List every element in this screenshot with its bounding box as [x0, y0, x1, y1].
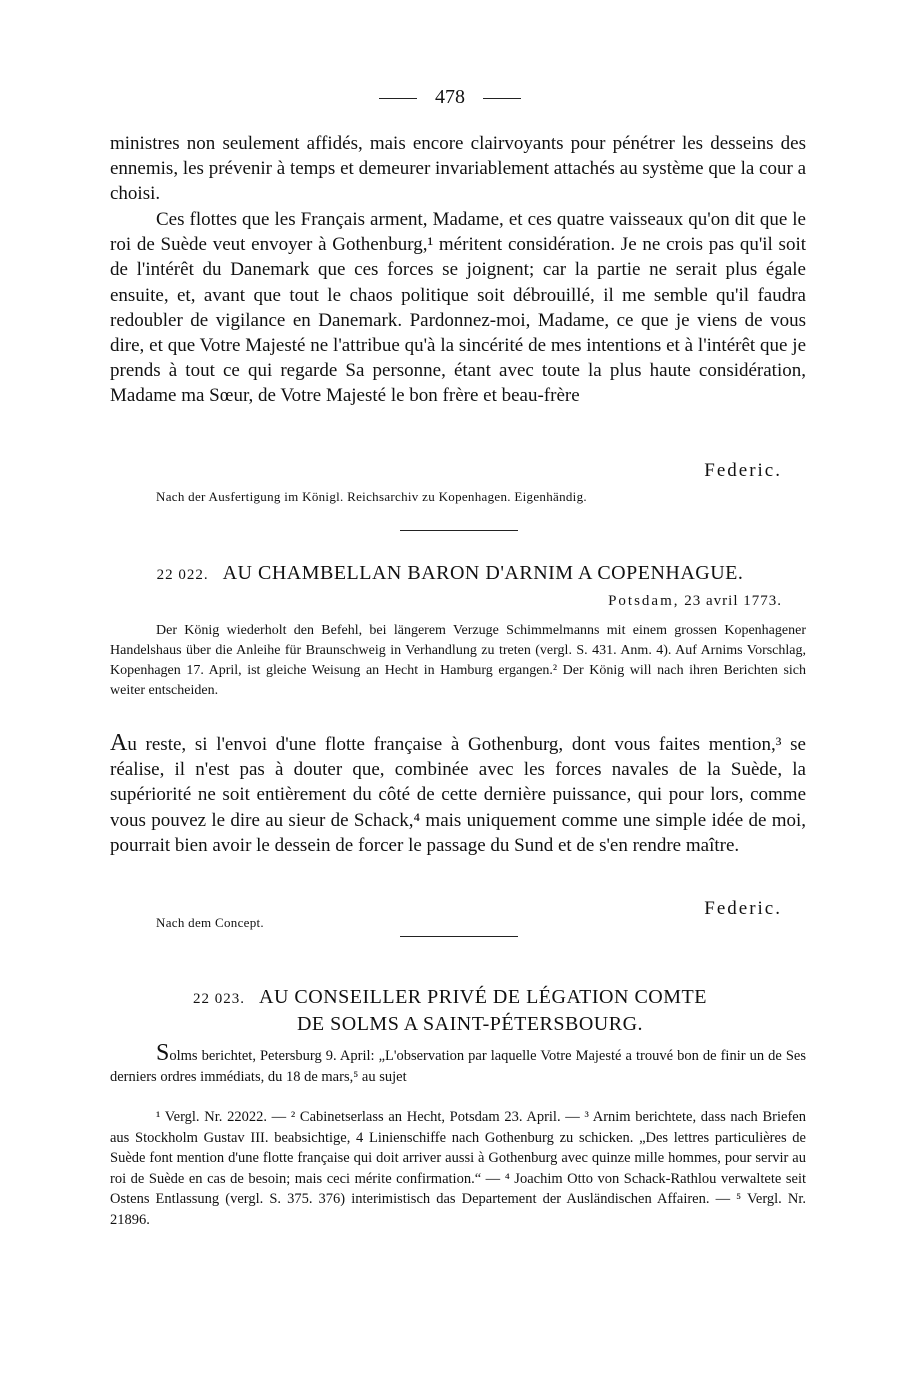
letter2-body — [110, 731, 806, 858]
letter2-signature: Federic. — [704, 898, 782, 919]
letter3-number: 22 023. — [193, 991, 246, 1007]
page-number-dash-left — [379, 98, 417, 99]
page-number-dash-right — [483, 98, 521, 99]
letter1-paragraph-1: ministres non seulement affidés, mais encore clairvoyants pour pénétrer les desseins des ennemis, les prévenir à temps et demeurer invariablement attachés au système que la cour a choisi. — [110, 133, 806, 205]
letter2-date: 23 avril 1773. — [684, 593, 782, 609]
letter2-place-date — [608, 593, 782, 610]
letter2-body-text: u reste, si l'envoi d'une flotte française à Gothenburg, dont vous faites mention,³ se réalise, il n'est pas à douter que, combinée avec les forces navales de la Suède, la supériorité ne soit entièrement du côté de cette dernière puissance, qui pour lors, comme vous pouvez le dire au sieur de Schack,⁴ mais uniquement comme une simple idée de moi, pourrait bien avoir le dessein de forcer le passage du Sund et de s'en rendre maître. — [110, 734, 806, 856]
footnotes: ¹ Vergl. Nr. 22022. — ² Cabinetserlass an Hecht, Potsdam 23. April. — ³ Arnim berichtete, dass nach Briefen aus Stockholm Gustav III. beabsichtige, 4 Linienschiffe nach Gothenburg zu schicken. „Des lettres particulières de Suède font mention d'une flotte française qui doit arriver aussi à Gothenburg avec quinze mille hommes, pour servir au roi de Suède en cas de besoin; mais ceci mérite confirmation.“ — ⁴ Joachim Otto von Schack-Rathlou verwaltete seit Ostens Entlassung (vergl. S. 375. 376) interimistisch das Departement der Ausländischen Affairen. — ⁵ Vergl. Nr. 21896. — [110, 1109, 806, 1228]
letter3-body — [110, 1040, 806, 1088]
letter2-dropcap: A — [110, 730, 128, 756]
section-divider-2 — [400, 936, 518, 937]
letter1-source-note: Nach der Ausfertigung im Königl. Reichsarchiv zu Kopenhagen. Eigenhändig. — [156, 489, 587, 504]
letter2-heading — [0, 562, 900, 585]
letter3-dropcap: S — [156, 1040, 170, 1066]
letter2-source-note: Nach dem Concept. — [156, 915, 264, 930]
letter3-body-text: olms berichtet, Petersburg 9. April: „L'observation par laquelle Votre Majesté a trouvé bon de finir un de Ses derniers ordres immédiats, du 18 de mars,⁵ au sujet — [110, 1048, 806, 1085]
letter2-place: Potsdam, — [608, 593, 680, 609]
letter3-heading-line-2: DE SOLMS A SAINT-PÉTERSBOURG. — [296, 1013, 644, 1035]
letter3-heading-line-1 — [0, 986, 900, 1009]
letter2-title: AU CHAMBELLAN BARON D'ARNIM A COPENHAGUE. — [222, 562, 744, 584]
letter2-number: 22 022. — [156, 567, 209, 583]
letter2-summary: Der König wiederholt den Befehl, bei längerem Verzuge Schimmelmanns mit einem grossen Kopenhagener Handelshaus über die Anleihe für Braunschweig in Verhandlung zu treten (vergl. S. 431. Anm. 4). Auf Arnims Vorschlag, Kopenhagen 17. April, ist gleiche Weisung an Hecht in Hamburg ergangen.² Der König will nach ihren Berichten sich weiter entscheiden. — [110, 623, 806, 698]
letter3-title-line-1: AU CONSEILLER PRIVÉ DE LÉGATION COMTE — [259, 986, 707, 1008]
page-number: 478 — [0, 86, 900, 109]
letter1-paragraph-2: Ces flottes que les Français arment, Madame, et ces quatre vaisseaux qu'on dit que le roi de Suède veut envoyer à Gothenburg,¹ méritent considération. Je ne crois pas qu'il soit de l'intérêt du Danemark que ces forces se joignent; car la partie ne serait plus égale ensuite, et, avant que tout le chaos politique soit débrouillé, il me semble qu'il faudra redoubler de vigilance en Danemark. Pardonnez-moi, Madame, ce que je viens de vous dire, et que Votre Majesté ne l'attribue qu'à la sincérité de mes intentions et à l'intérêt que je prends à tout ce qui regarde Sa personne, étant avec toute la plus haute considération, Madame ma Sœur, de Votre Majesté le bon frère et beau-frère — [110, 209, 806, 407]
section-divider-1 — [400, 530, 518, 531]
letter1-signature: Federic. — [704, 460, 782, 481]
